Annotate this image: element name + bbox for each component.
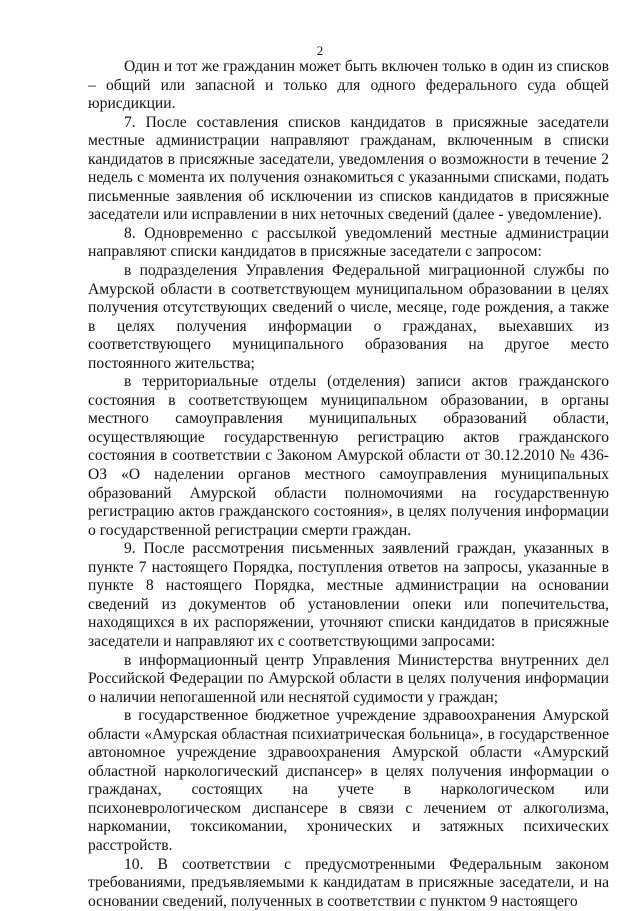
paragraph-item-9-health-institutions: в государственное бюджетное учреждение здравоохранения Амурской области «Амурская областная психиатрическая больница», в государственное автономное учреждение здравоохранения Амурской области «Амурский областной наркологический диспансер» в целях получения информации о гражданах, состоящих на учете в наркологическом или психоневрологическом диспансере в связи с лечением от алкоголизма, наркомании, токсикомании, хронических и затяжных психических расстройств. xyxy=(88,707,609,854)
paragraph-item-10: 10. В соответствии с предусмотренными Федеральным законом требованиями, предъявляемыми к кандидатам в присяжные заседатели, и на основании сведений, полученных в соответствии с пунктом 9 настоящего xyxy=(88,855,609,910)
paragraph-item-8-migration-service: в подразделения Управления Федеральной миграционной службы по Амурской области в соответствующем муниципальном образовании в целях получения отсутствующих сведений о числе, месяце, годе рождения, а также в целях получения информации о гражданах, выехавших из соответствующего муниципального образования на другое место постоянного жительства; xyxy=(88,262,609,372)
document-body xyxy=(88,58,609,911)
page-number: 2 xyxy=(316,43,324,58)
paragraph-juror-list-uniqueness: Один и тот же гражданин может быть включен только в один из списков – общий или запасной и только для одного федерального суда общей юрисдикции. xyxy=(88,58,609,113)
paragraph-item-7: 7. После составления списков кандидатов в присяжные заседатели местные администрации направляют гражданам, включенным в списки кандидатов в присяжные заседатели, уведомления о возможности в течение 2 недель с момента их получения ознакомиться с указанными списками, подать письменные заявления об исключении из списков кандидатов в присяжные заседатели или исправлении в них неточных сведений (далее - уведомление). xyxy=(88,113,609,224)
paragraph-item-8-civil-registry: в территориальные отделы (отделения) записи актов гражданского состояния в соответствующем муниципальном образовании, в органы местного самоуправления муниципальных образований области, осуществляющие государственную регистрацию актов гражданского состояния в соответствии с Законом Амурской области от 30.12.2010 № 436-ОЗ «О наделении органов местного самоуправления муниципальных образований Амурской области полномочиями на государственную регистрацию актов гражданского состояния», в целях получения информации о государственной регистрации смерти граждан. xyxy=(88,373,609,539)
paragraph-item-9-police-info-center: в информационный центр Управления Министерства внутренних дел Российской Федерации по Амурской области в целях получения информации о наличии непогашенной или неснятой судимости у граждан; xyxy=(88,651,609,706)
paragraph-item-8: 8. Одновременно с рассылкой уведомлений местные администрации направляют списки кандидатов в присяжные заседатели с запросом: xyxy=(88,224,609,261)
paragraph-item-9: 9. После рассмотрения письменных заявлений граждан, указанных в пункте 7 настоящего Порядка, поступления ответов на запросы, указанные в пункте 8 настоящего Порядка, местные администрации на основании сведений из документов об установлении опеки или попечительства, находящихся в их распоряжении, уточняют списки кандидатов в присяжные заседатели и направляют их с соответствующими запросами: xyxy=(88,540,609,650)
